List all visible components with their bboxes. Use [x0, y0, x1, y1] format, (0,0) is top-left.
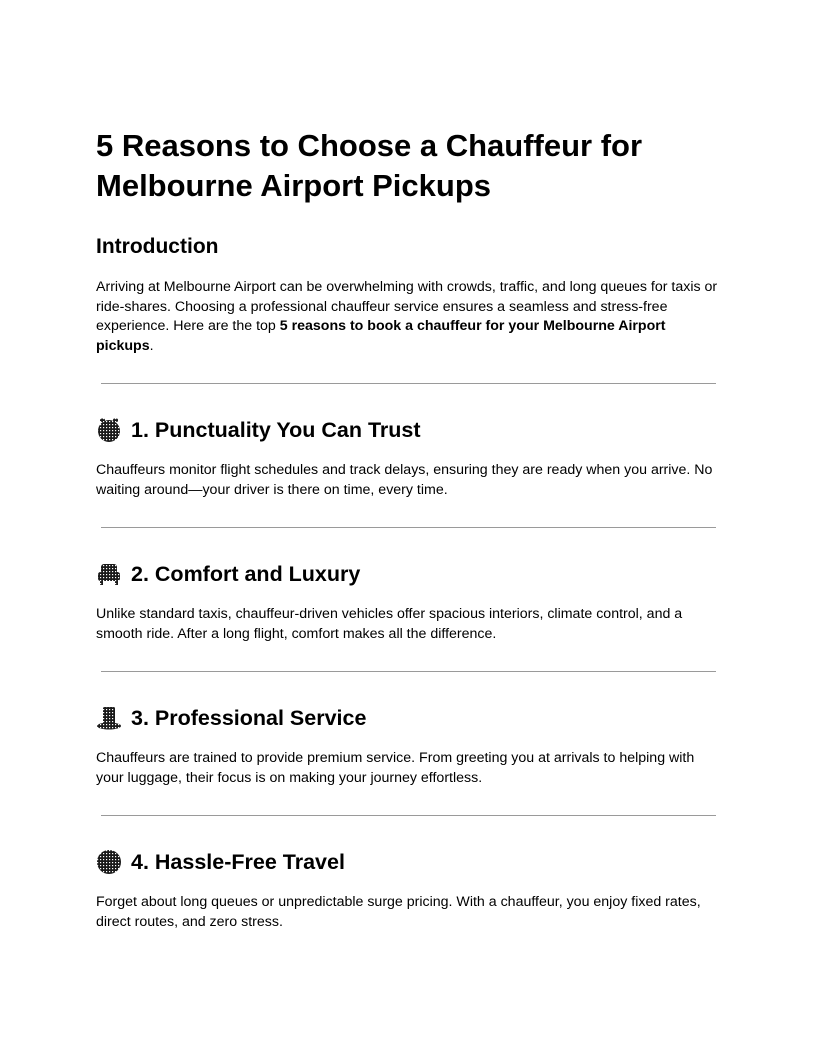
intro-text: Arriving at Melbourne Airport can be overwhelming with crowds, traffic, and long queues for taxis or ride-shares. Choosing a professional chauffeur service ensures a seamless and stress-free experience. Here are the top: [96, 279, 718, 334]
section-heading-3: [96, 704, 366, 732]
section-paragraph-1: Chauffeurs monitor flight schedules and track delays, ensuring they are ready when you arrive. No waiting around—your driver is there on time, every time.: [96, 462, 713, 498]
car-seat-icon: [96, 561, 122, 587]
section-heading-text: 3. Professional Service: [131, 706, 367, 730]
section-heading-2: [96, 560, 360, 588]
section-heading-text: 4. Hassle-Free Travel: [131, 850, 345, 874]
section-paragraph-4: Forget about long queues or unpredictable surge pricing. With a chauffeur, you enjoy fixed rates, direct routes, and zero stress.: [96, 894, 701, 930]
section-divider: [101, 671, 716, 672]
section-heading-text: 1. Punctuality You Can Trust: [131, 418, 421, 442]
top-hat-icon: [96, 705, 122, 731]
globe-icon: [96, 849, 122, 875]
intro-text-end: .: [149, 337, 154, 354]
alarm-clock-icon: [96, 417, 122, 443]
section-heading-text: 2. Comfort and Luxury: [131, 562, 361, 586]
section-divider: [101, 815, 716, 816]
section-divider: [101, 383, 716, 384]
page-title: 5 Reasons to Choose a Chauffeur for Melbourne Airport Pickups: [96, 128, 643, 203]
intro-heading: Introduction: [96, 235, 219, 258]
section-paragraph-3: Chauffeurs are trained to provide premium service. From greeting you at arrivals to helping with your luggage, their focus is on making your journey effortless.: [96, 750, 695, 786]
section-paragraph-2: Unlike standard taxis, chauffeur-driven vehicles offer spacious interiors, climate control, and a smooth ride. After a long flight, comfort makes all the difference.: [96, 606, 683, 642]
section-divider: [101, 527, 716, 528]
section-heading-1: [96, 416, 421, 444]
intro-bold-text: 5 reasons to book a chauffeur for your Melbourne Airport pickups: [96, 318, 666, 354]
section-heading-4: [96, 848, 345, 876]
intro-paragraph: [96, 278, 718, 356]
